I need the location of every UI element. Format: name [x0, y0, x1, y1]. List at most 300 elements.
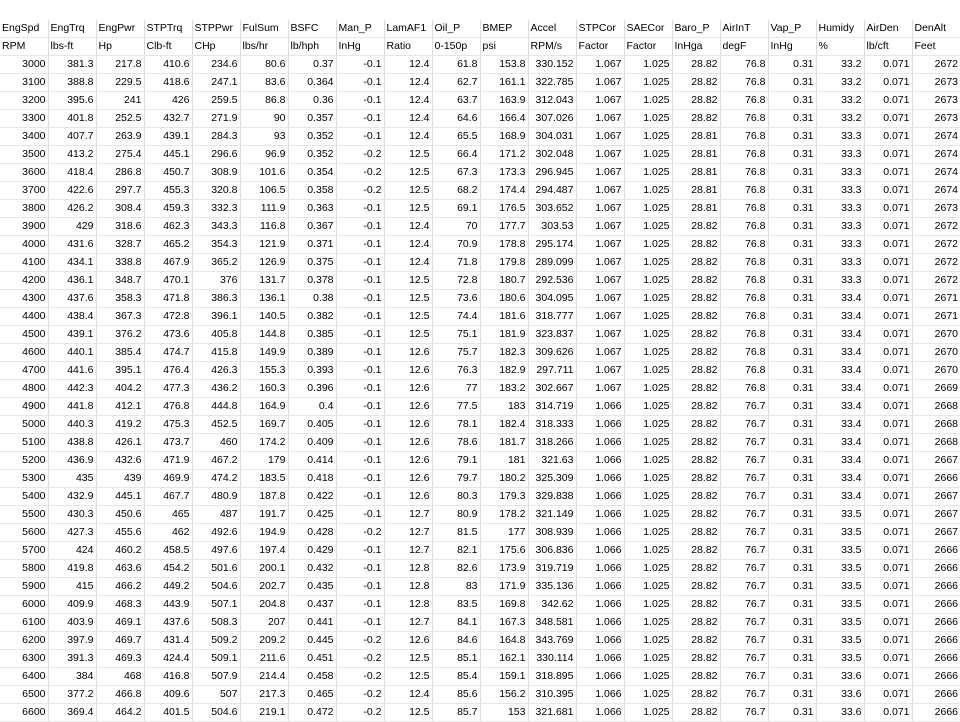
- table-cell[interactable]: 1.025: [624, 272, 672, 290]
- table-cell[interactable]: 472.8: [144, 308, 192, 326]
- table-cell[interactable]: 0.31: [768, 362, 816, 380]
- table-cell[interactable]: 28.82: [672, 218, 720, 236]
- table-cell[interactable]: 71.8: [432, 254, 480, 272]
- table-cell[interactable]: 28.82: [672, 416, 720, 434]
- table-cell[interactable]: 2666: [912, 560, 960, 578]
- table-cell[interactable]: 164.9: [240, 398, 288, 416]
- table-cell[interactable]: 12.8: [384, 560, 432, 578]
- table-cell[interactable]: 33.4: [816, 398, 864, 416]
- table-cell[interactable]: 234.6: [192, 56, 240, 74]
- table-cell[interactable]: 33.2: [816, 56, 864, 74]
- table-cell[interactable]: 168.9: [480, 128, 528, 146]
- table-cell[interactable]: 78.1: [432, 416, 480, 434]
- table-cell[interactable]: 1.025: [624, 524, 672, 542]
- column-header[interactable]: STPPwr: [192, 20, 240, 38]
- table-cell[interactable]: 12.6: [384, 488, 432, 506]
- table-cell[interactable]: 12.7: [384, 506, 432, 524]
- table-cell[interactable]: 312.043: [528, 92, 576, 110]
- table-cell[interactable]: 33.5: [816, 578, 864, 596]
- table-cell[interactable]: 343.3: [192, 218, 240, 236]
- table-cell[interactable]: 473.7: [144, 434, 192, 452]
- table-cell[interactable]: 28.82: [672, 434, 720, 452]
- table-cell[interactable]: 6300: [0, 650, 48, 668]
- table-cell[interactable]: 358.3: [96, 290, 144, 308]
- table-cell[interactable]: 12.6: [384, 452, 432, 470]
- table-cell[interactable]: 458.5: [144, 542, 192, 560]
- table-cell[interactable]: 2674: [912, 146, 960, 164]
- table-cell[interactable]: 149.9: [240, 344, 288, 362]
- table-cell[interactable]: 469.3: [96, 650, 144, 668]
- column-unit[interactable]: InHg: [336, 38, 384, 56]
- column-header[interactable]: Accel: [528, 20, 576, 38]
- table-cell[interactable]: 452.5: [192, 416, 240, 434]
- table-cell[interactable]: 0.31: [768, 614, 816, 632]
- table-cell[interactable]: 0.354: [288, 164, 336, 182]
- table-cell[interactable]: 2668: [912, 398, 960, 416]
- table-cell[interactable]: -0.1: [336, 398, 384, 416]
- table-cell[interactable]: -0.2: [336, 686, 384, 704]
- table-cell[interactable]: 76.7: [720, 542, 768, 560]
- table-cell[interactable]: 509.1: [192, 650, 240, 668]
- table-cell[interactable]: 180.7: [480, 272, 528, 290]
- table-cell[interactable]: 441.6: [48, 362, 96, 380]
- table-cell[interactable]: 76.7: [720, 578, 768, 596]
- table-cell[interactable]: 77.5: [432, 398, 480, 416]
- table-cell[interactable]: 0.451: [288, 650, 336, 668]
- table-cell[interactable]: 76.7: [720, 650, 768, 668]
- column-unit[interactable]: lb/cft: [864, 38, 912, 56]
- table-cell[interactable]: 76.7: [720, 614, 768, 632]
- table-cell[interactable]: 28.81: [672, 200, 720, 218]
- table-cell[interactable]: 0.071: [864, 218, 912, 236]
- table-cell[interactable]: 182.3: [480, 344, 528, 362]
- table-cell[interactable]: 178.2: [480, 506, 528, 524]
- table-cell[interactable]: 77: [432, 380, 480, 398]
- table-cell[interactable]: 2672: [912, 236, 960, 254]
- table-cell[interactable]: 0.36: [288, 92, 336, 110]
- table-cell[interactable]: -0.1: [336, 596, 384, 614]
- table-cell[interactable]: 33.6: [816, 686, 864, 704]
- column-unit[interactable]: psi: [480, 38, 528, 56]
- table-cell[interactable]: 81.5: [432, 524, 480, 542]
- table-cell[interactable]: 462: [144, 524, 192, 542]
- table-cell[interactable]: 1.025: [624, 704, 672, 722]
- table-cell[interactable]: 0.31: [768, 434, 816, 452]
- table-cell[interactable]: -0.2: [336, 650, 384, 668]
- table-cell[interactable]: 367.3: [96, 308, 144, 326]
- table-cell[interactable]: 5600: [0, 524, 48, 542]
- table-cell[interactable]: 5800: [0, 560, 48, 578]
- table-cell[interactable]: 0.31: [768, 74, 816, 92]
- table-cell[interactable]: 0.071: [864, 488, 912, 506]
- table-cell[interactable]: 28.82: [672, 362, 720, 380]
- table-cell[interactable]: 271.9: [192, 110, 240, 128]
- table-cell[interactable]: 181.9: [480, 326, 528, 344]
- table-cell[interactable]: 297.711: [528, 362, 576, 380]
- table-cell[interactable]: 93: [240, 128, 288, 146]
- table-cell[interactable]: 2667: [912, 452, 960, 470]
- table-cell[interactable]: 2671: [912, 308, 960, 326]
- table-cell[interactable]: 0.31: [768, 650, 816, 668]
- table-cell[interactable]: 33.3: [816, 164, 864, 182]
- table-cell[interactable]: 1.066: [576, 650, 624, 668]
- table-cell[interactable]: -0.1: [336, 110, 384, 128]
- table-cell[interactable]: 0.31: [768, 56, 816, 74]
- table-cell[interactable]: 1.067: [576, 254, 624, 272]
- table-cell[interactable]: 2673: [912, 110, 960, 128]
- column-unit[interactable]: 0-150p: [432, 38, 480, 56]
- table-cell[interactable]: 2670: [912, 344, 960, 362]
- table-cell[interactable]: 296.6: [192, 146, 240, 164]
- table-cell[interactable]: 304.031: [528, 128, 576, 146]
- table-cell[interactable]: 2670: [912, 326, 960, 344]
- table-cell[interactable]: 33.4: [816, 452, 864, 470]
- table-cell[interactable]: 76.7: [720, 470, 768, 488]
- table-cell[interactable]: 0.071: [864, 308, 912, 326]
- table-cell[interactable]: 61.8: [432, 56, 480, 74]
- table-cell[interactable]: 72.8: [432, 272, 480, 290]
- table-cell[interactable]: 28.82: [672, 380, 720, 398]
- table-cell[interactable]: 33.4: [816, 416, 864, 434]
- table-cell[interactable]: 441.8: [48, 398, 96, 416]
- table-cell[interactable]: 376.2: [96, 326, 144, 344]
- table-cell[interactable]: 384: [48, 668, 96, 686]
- table-cell[interactable]: 33.3: [816, 182, 864, 200]
- table-cell[interactable]: 2666: [912, 596, 960, 614]
- table-cell[interactable]: 332.3: [192, 200, 240, 218]
- table-cell[interactable]: 509.2: [192, 632, 240, 650]
- table-cell[interactable]: 469.9: [144, 470, 192, 488]
- table-cell[interactable]: 369.4: [48, 704, 96, 722]
- table-cell[interactable]: 12.4: [384, 218, 432, 236]
- table-cell[interactable]: 1.025: [624, 506, 672, 524]
- table-cell[interactable]: 3100: [0, 74, 48, 92]
- table-cell[interactable]: 85.7: [432, 704, 480, 722]
- table-cell[interactable]: 443.9: [144, 596, 192, 614]
- table-cell[interactable]: 4200: [0, 272, 48, 290]
- table-cell[interactable]: 413.2: [48, 146, 96, 164]
- table-cell[interactable]: 0.071: [864, 92, 912, 110]
- table-cell[interactable]: 0.31: [768, 488, 816, 506]
- table-cell[interactable]: -0.1: [336, 74, 384, 92]
- table-cell[interactable]: 321.681: [528, 704, 576, 722]
- table-cell[interactable]: 471.9: [144, 452, 192, 470]
- table-cell[interactable]: 0.071: [864, 380, 912, 398]
- table-cell[interactable]: 454.2: [144, 560, 192, 578]
- table-cell[interactable]: -0.1: [336, 380, 384, 398]
- table-cell[interactable]: 76.8: [720, 74, 768, 92]
- table-cell[interactable]: 0.352: [288, 146, 336, 164]
- table-cell[interactable]: 2674: [912, 182, 960, 200]
- table-cell[interactable]: 28.82: [672, 236, 720, 254]
- column-header[interactable]: AirDen: [864, 20, 912, 38]
- table-cell[interactable]: 1.066: [576, 578, 624, 596]
- table-cell[interactable]: 76.8: [720, 362, 768, 380]
- table-cell[interactable]: 0.31: [768, 578, 816, 596]
- table-cell[interactable]: 76.3: [432, 362, 480, 380]
- table-cell[interactable]: 0.428: [288, 524, 336, 542]
- column-unit[interactable]: Ratio: [384, 38, 432, 56]
- table-cell[interactable]: 83.6: [240, 74, 288, 92]
- table-cell[interactable]: 0.071: [864, 290, 912, 308]
- table-cell[interactable]: 4000: [0, 236, 48, 254]
- table-cell[interactable]: 4100: [0, 254, 48, 272]
- table-cell[interactable]: 28.82: [672, 560, 720, 578]
- table-cell[interactable]: 209.2: [240, 632, 288, 650]
- table-cell[interactable]: 28.82: [672, 632, 720, 650]
- table-cell[interactable]: 2666: [912, 668, 960, 686]
- table-cell[interactable]: 3800: [0, 200, 48, 218]
- table-cell[interactable]: 0.31: [768, 146, 816, 164]
- table-cell[interactable]: 0.31: [768, 128, 816, 146]
- table-cell[interactable]: 409.6: [144, 686, 192, 704]
- table-cell[interactable]: -0.1: [336, 290, 384, 308]
- table-cell[interactable]: 354.3: [192, 236, 240, 254]
- table-cell[interactable]: 1.067: [576, 74, 624, 92]
- table-cell[interactable]: 5300: [0, 470, 48, 488]
- table-cell[interactable]: 321.63: [528, 452, 576, 470]
- table-cell[interactable]: 84.1: [432, 614, 480, 632]
- table-cell[interactable]: 12.5: [384, 200, 432, 218]
- column-header[interactable]: STPCor: [576, 20, 624, 38]
- table-cell[interactable]: 2674: [912, 128, 960, 146]
- table-cell[interactable]: 229.5: [96, 74, 144, 92]
- table-cell[interactable]: 1.067: [576, 362, 624, 380]
- table-cell[interactable]: 3000: [0, 56, 48, 74]
- table-cell[interactable]: 79.7: [432, 470, 480, 488]
- table-cell[interactable]: 0.31: [768, 668, 816, 686]
- table-cell[interactable]: 0.071: [864, 272, 912, 290]
- table-cell[interactable]: 487: [192, 506, 240, 524]
- table-cell[interactable]: 1.025: [624, 380, 672, 398]
- table-cell[interactable]: 76.7: [720, 632, 768, 650]
- table-cell[interactable]: 12.4: [384, 74, 432, 92]
- table-cell[interactable]: 426.1: [96, 434, 144, 452]
- table-cell[interactable]: 28.82: [672, 488, 720, 506]
- table-cell[interactable]: 2672: [912, 56, 960, 74]
- table-cell[interactable]: 4500: [0, 326, 48, 344]
- table-cell[interactable]: 0.071: [864, 416, 912, 434]
- table-cell[interactable]: 217.8: [96, 56, 144, 74]
- table-cell[interactable]: 427.3: [48, 524, 96, 542]
- table-cell[interactable]: 0.393: [288, 362, 336, 380]
- table-cell[interactable]: 247.1: [192, 74, 240, 92]
- table-cell[interactable]: 436.1: [48, 272, 96, 290]
- table-cell[interactable]: 12.4: [384, 686, 432, 704]
- table-cell[interactable]: 175.6: [480, 542, 528, 560]
- table-cell[interactable]: 386.3: [192, 290, 240, 308]
- table-cell[interactable]: 474.2: [192, 470, 240, 488]
- table-cell[interactable]: 508.3: [192, 614, 240, 632]
- table-cell[interactable]: 183.5: [240, 470, 288, 488]
- table-cell[interactable]: 76.8: [720, 182, 768, 200]
- table-cell[interactable]: 173.9: [480, 560, 528, 578]
- table-cell[interactable]: 302.048: [528, 146, 576, 164]
- table-cell[interactable]: 76.8: [720, 218, 768, 236]
- table-cell[interactable]: 2666: [912, 686, 960, 704]
- table-cell[interactable]: 4300: [0, 290, 48, 308]
- table-cell[interactable]: 6200: [0, 632, 48, 650]
- table-cell[interactable]: 2666: [912, 614, 960, 632]
- table-cell[interactable]: 204.8: [240, 596, 288, 614]
- table-cell[interactable]: 76.7: [720, 506, 768, 524]
- table-cell[interactable]: 318.266: [528, 434, 576, 452]
- table-cell[interactable]: 388.8: [48, 74, 96, 92]
- table-cell[interactable]: -0.1: [336, 470, 384, 488]
- table-cell[interactable]: 1.025: [624, 182, 672, 200]
- table-cell[interactable]: 1.025: [624, 236, 672, 254]
- table-cell[interactable]: 33.5: [816, 632, 864, 650]
- table-cell[interactable]: 0.071: [864, 182, 912, 200]
- table-cell[interactable]: 166.4: [480, 110, 528, 128]
- table-cell[interactable]: 1.025: [624, 488, 672, 506]
- column-unit[interactable]: RPM: [0, 38, 48, 56]
- table-cell[interactable]: 0.382: [288, 308, 336, 326]
- table-cell[interactable]: 309.626: [528, 344, 576, 362]
- table-cell[interactable]: 6000: [0, 596, 48, 614]
- table-cell[interactable]: 12.5: [384, 164, 432, 182]
- table-cell[interactable]: 181.7: [480, 434, 528, 452]
- table-cell[interactable]: 0.31: [768, 164, 816, 182]
- table-cell[interactable]: 85.1: [432, 650, 480, 668]
- table-cell[interactable]: 1.067: [576, 56, 624, 74]
- table-cell[interactable]: 348.581: [528, 614, 576, 632]
- column-header[interactable]: EngSpd: [0, 20, 48, 38]
- table-cell[interactable]: 6400: [0, 668, 48, 686]
- table-cell[interactable]: 0.071: [864, 686, 912, 704]
- table-cell[interactable]: 0.31: [768, 92, 816, 110]
- table-cell[interactable]: 4800: [0, 380, 48, 398]
- table-cell[interactable]: 12.6: [384, 344, 432, 362]
- table-cell[interactable]: 194.9: [240, 524, 288, 542]
- table-cell[interactable]: 2670: [912, 362, 960, 380]
- table-cell[interactable]: 171.2: [480, 146, 528, 164]
- table-cell[interactable]: 28.82: [672, 344, 720, 362]
- table-cell[interactable]: 28.82: [672, 524, 720, 542]
- table-cell[interactable]: 252.5: [96, 110, 144, 128]
- table-cell[interactable]: 426.3: [192, 362, 240, 380]
- table-cell[interactable]: 296.945: [528, 164, 576, 182]
- table-cell[interactable]: 33.4: [816, 434, 864, 452]
- table-cell[interactable]: 2673: [912, 200, 960, 218]
- table-cell[interactable]: 0.071: [864, 398, 912, 416]
- table-cell[interactable]: 0.31: [768, 452, 816, 470]
- table-cell[interactable]: 0.31: [768, 470, 816, 488]
- table-cell[interactable]: 171.9: [480, 578, 528, 596]
- table-cell[interactable]: 3600: [0, 164, 48, 182]
- table-cell[interactable]: 1.025: [624, 128, 672, 146]
- table-cell[interactable]: 12.4: [384, 128, 432, 146]
- table-cell[interactable]: 197.4: [240, 542, 288, 560]
- table-cell[interactable]: 0.441: [288, 614, 336, 632]
- table-cell[interactable]: 466.8: [96, 686, 144, 704]
- table-cell[interactable]: 308.9: [192, 164, 240, 182]
- table-cell[interactable]: -0.2: [336, 182, 384, 200]
- table-cell[interactable]: 219.1: [240, 704, 288, 722]
- table-cell[interactable]: 404.2: [96, 380, 144, 398]
- table-cell[interactable]: -0.1: [336, 92, 384, 110]
- table-cell[interactable]: 469.7: [96, 632, 144, 650]
- table-cell[interactable]: 62.7: [432, 74, 480, 92]
- table-cell[interactable]: 0.396: [288, 380, 336, 398]
- table-cell[interactable]: 432.7: [144, 110, 192, 128]
- column-unit[interactable]: lbs-ft: [48, 38, 96, 56]
- table-cell[interactable]: 1.067: [576, 236, 624, 254]
- table-cell[interactable]: 211.6: [240, 650, 288, 668]
- table-cell[interactable]: 259.5: [192, 92, 240, 110]
- table-cell[interactable]: 445.1: [96, 488, 144, 506]
- table-cell[interactable]: 131.7: [240, 272, 288, 290]
- table-cell[interactable]: 33.3: [816, 146, 864, 164]
- table-cell[interactable]: 1.067: [576, 200, 624, 218]
- table-cell[interactable]: 1.066: [576, 704, 624, 722]
- table-cell[interactable]: 0.071: [864, 434, 912, 452]
- column-unit[interactable]: InHg: [768, 38, 816, 56]
- table-cell[interactable]: 0.071: [864, 326, 912, 344]
- table-cell[interactable]: 444.8: [192, 398, 240, 416]
- table-cell[interactable]: 1.067: [576, 110, 624, 128]
- table-cell[interactable]: 76.7: [720, 560, 768, 578]
- table-cell[interactable]: 33.4: [816, 362, 864, 380]
- table-cell[interactable]: 164.8: [480, 632, 528, 650]
- table-cell[interactable]: 28.82: [672, 326, 720, 344]
- table-cell[interactable]: 376: [192, 272, 240, 290]
- table-cell[interactable]: -0.2: [336, 524, 384, 542]
- table-cell[interactable]: 409.9: [48, 596, 96, 614]
- table-cell[interactable]: 442.3: [48, 380, 96, 398]
- table-cell[interactable]: 33.3: [816, 200, 864, 218]
- table-cell[interactable]: 12.5: [384, 272, 432, 290]
- table-cell[interactable]: 33.2: [816, 74, 864, 92]
- table-cell[interactable]: 78.6: [432, 434, 480, 452]
- table-cell[interactable]: 284.3: [192, 128, 240, 146]
- table-cell[interactable]: 28.82: [672, 686, 720, 704]
- table-cell[interactable]: 85.4: [432, 668, 480, 686]
- table-cell[interactable]: 1.067: [576, 182, 624, 200]
- table-cell[interactable]: 183.2: [480, 380, 528, 398]
- column-header[interactable]: Oil_P: [432, 20, 480, 38]
- table-cell[interactable]: 1.025: [624, 344, 672, 362]
- table-cell[interactable]: 28.82: [672, 614, 720, 632]
- table-cell[interactable]: 295.174: [528, 236, 576, 254]
- table-cell[interactable]: 73.6: [432, 290, 480, 308]
- table-cell[interactable]: 504.6: [192, 578, 240, 596]
- table-cell[interactable]: 292.536: [528, 272, 576, 290]
- table-cell[interactable]: 4400: [0, 308, 48, 326]
- table-cell[interactable]: 1.025: [624, 614, 672, 632]
- table-cell[interactable]: 1.025: [624, 146, 672, 164]
- table-cell[interactable]: 465: [144, 506, 192, 524]
- table-cell[interactable]: 0.071: [864, 560, 912, 578]
- table-cell[interactable]: 76.8: [720, 164, 768, 182]
- table-cell[interactable]: 477.3: [144, 380, 192, 398]
- table-cell[interactable]: 33.5: [816, 614, 864, 632]
- table-cell[interactable]: 465.2: [144, 236, 192, 254]
- table-cell[interactable]: 12.5: [384, 668, 432, 686]
- table-cell[interactable]: 3200: [0, 92, 48, 110]
- table-cell[interactable]: -0.1: [336, 326, 384, 344]
- table-cell[interactable]: 0.357: [288, 110, 336, 128]
- table-cell[interactable]: 66.4: [432, 146, 480, 164]
- table-cell[interactable]: 28.82: [672, 668, 720, 686]
- table-cell[interactable]: 303.652: [528, 200, 576, 218]
- table-cell[interactable]: -0.1: [336, 452, 384, 470]
- table-cell[interactable]: 12.5: [384, 650, 432, 668]
- table-cell[interactable]: 3400: [0, 128, 48, 146]
- table-cell[interactable]: 76.7: [720, 668, 768, 686]
- table-cell[interactable]: 33.3: [816, 254, 864, 272]
- table-cell[interactable]: 467.9: [144, 254, 192, 272]
